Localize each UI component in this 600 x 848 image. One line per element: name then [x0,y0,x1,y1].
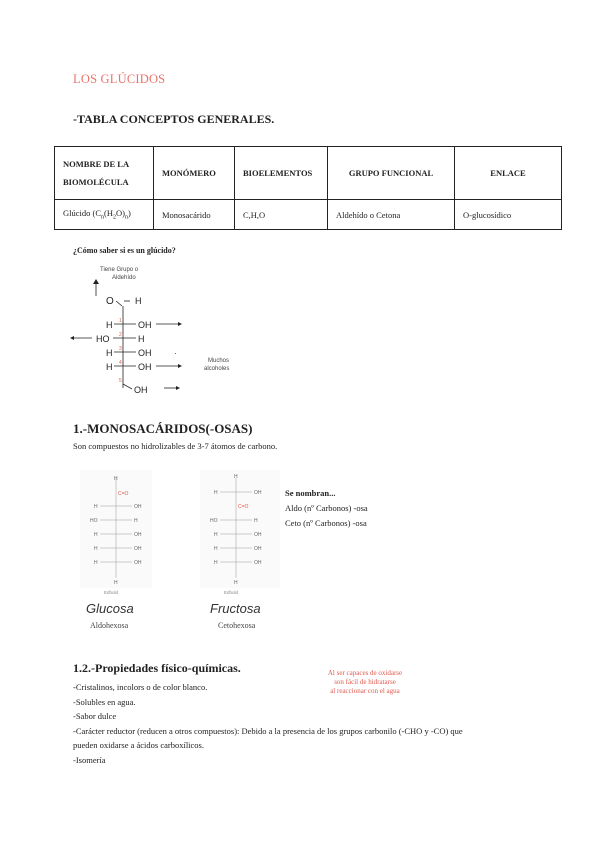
svg-text:2: 2 [119,332,122,338]
svg-text:OH: OH [138,348,152,358]
svg-text:1: 1 [119,318,122,324]
svg-text:H: H [134,518,138,524]
svg-text:H: H [106,320,113,330]
glucide-structure-diagram [60,262,260,400]
diagram-top-label-2: Aldehído [112,275,136,281]
svg-text:H: H [214,560,218,566]
handwritten-note: Al ser capaces de oxidarse son fácil de hidratarse al reaccionar con el agua [327,669,403,695]
svg-text:H: H [106,348,113,358]
left-arrow-icon [70,336,74,340]
svg-text:OH: OH [134,385,148,395]
right-arrow-icon [178,322,182,326]
cell-monomer: Monosacárido [154,200,235,230]
concepts-table [54,146,562,230]
svg-text:OH: OH [134,560,142,566]
svg-text:H: H [234,474,238,480]
table-header-row [55,147,562,200]
svg-text:H: H [254,518,258,524]
naming-aldo: Aldo (nº Carbonos) -osa [285,503,368,513]
header-bioelements: BIOELEMENTOS [235,147,328,200]
naming-ceto: Ceto (nº Carbonos) -osa [285,518,367,528]
svg-text:OH: OH [134,546,142,552]
svg-text:H: H [94,504,98,510]
list-item: -Solubles en agua. [73,696,136,707]
cell-bond: O-glucosídico [455,200,562,230]
atom-h-top: H [135,296,142,306]
cell-name: Glúcido $(C_n(H_2O)_n)$ [55,200,154,230]
svg-text:Edhold: Edhold [224,590,239,595]
header-monomer: MONÓMERO [154,147,235,200]
glucosa-caption: Aldohexosa [90,621,129,630]
up-arrow-icon [93,279,99,284]
list-item: -Cristalinos, incolors o de color blanco. [73,682,208,692]
svg-text:H: H [106,362,113,372]
svg-text:H: H [214,490,218,496]
svg-text:OH: OH [254,532,262,538]
svg-text:H: H [94,560,98,566]
svg-text:OH: OH [254,546,262,552]
svg-text:4: 4 [119,360,122,366]
svg-text:OH: OH [134,504,142,510]
svg-text:5: 5 [119,378,122,384]
table-row [55,200,562,230]
svg-text:·: · [174,349,177,358]
header-functional-group: GRUPO FUNCIONAL [328,147,455,200]
svg-text:H: H [94,532,98,538]
svg-text:3: 3 [119,346,122,352]
svg-text:OH: OH [138,320,152,330]
properties-list [73,680,553,768]
cell-group: Aldehído o Cetona [328,200,455,230]
diagram-top-label-1: Tiene Grupo o [100,267,139,273]
svg-text:HO: HO [210,518,218,524]
properties-heading: 1.2.-Propiedades físico-químicas. [73,661,241,675]
svg-text:H: H [214,532,218,538]
diagram-side-label-2: alcoholes [204,366,230,372]
cell-elements: C,H,O [235,200,328,230]
svg-text:H: H [214,546,218,552]
question-heading: ¿Cómo saber si es un glúcido? [73,246,176,255]
list-item: -Carácter reductor (reducen a otros compuestos): Debido a la presencia de los grupos carbonilo (-CHO y -CO) que [73,725,463,736]
atom-o-top: O [106,296,114,307]
svg-text:H: H [114,476,118,482]
fructosa-caption: Cetohexosa [218,621,256,630]
svg-text:H: H [114,580,118,586]
monosaccharides-description: Son compuestos no hidrolizables de 3-7 átomos de carbono. [73,441,278,451]
fructosa-label: Fructosa [210,601,261,616]
glucosa-label: Glucosa [86,601,134,616]
glucose-structure-image [80,470,152,618]
list-item: pueden oxidarse a ácidos carboxílicos. [73,740,204,751]
svg-text:HO: HO [96,334,110,344]
svg-text:H: H [138,334,145,344]
page-title: LOS GLÚCIDOS [73,72,166,86]
svg-text:HO: HO [90,518,98,524]
svg-text:Edhold: Edhold [104,590,119,595]
naming-title: Se nombran... [285,488,336,498]
svg-text:H: H [234,580,238,586]
diagram-side-label-1: Muchos [208,358,230,364]
list-item: -Sabor dulce [73,711,117,722]
monosaccharides-heading: 1.-MONOSACÁRIDOS(-OSAS) [73,421,253,436]
table-heading: -TABLA CONCEPTOS GENERALES. [73,112,275,126]
list-item: -Isomería [73,754,106,765]
svg-text:OH: OH [138,362,152,372]
naming-block [285,486,368,531]
svg-text:OH: OH [254,490,262,496]
svg-text:C=O: C=O [238,504,249,510]
header-bond: ENLACE [455,147,562,200]
svg-text:H: H [94,546,98,552]
header-biomolecule: NOMBRE DE LA BIOMOLÉCULA [55,147,154,200]
svg-text:OH: OH [134,532,142,538]
right-arrow-icon [178,364,182,368]
svg-text:OH: OH [254,560,262,566]
fructose-structure-image [200,470,280,618]
right-arrow-icon [176,386,180,390]
svg-text:C=O: C=O [118,491,129,497]
